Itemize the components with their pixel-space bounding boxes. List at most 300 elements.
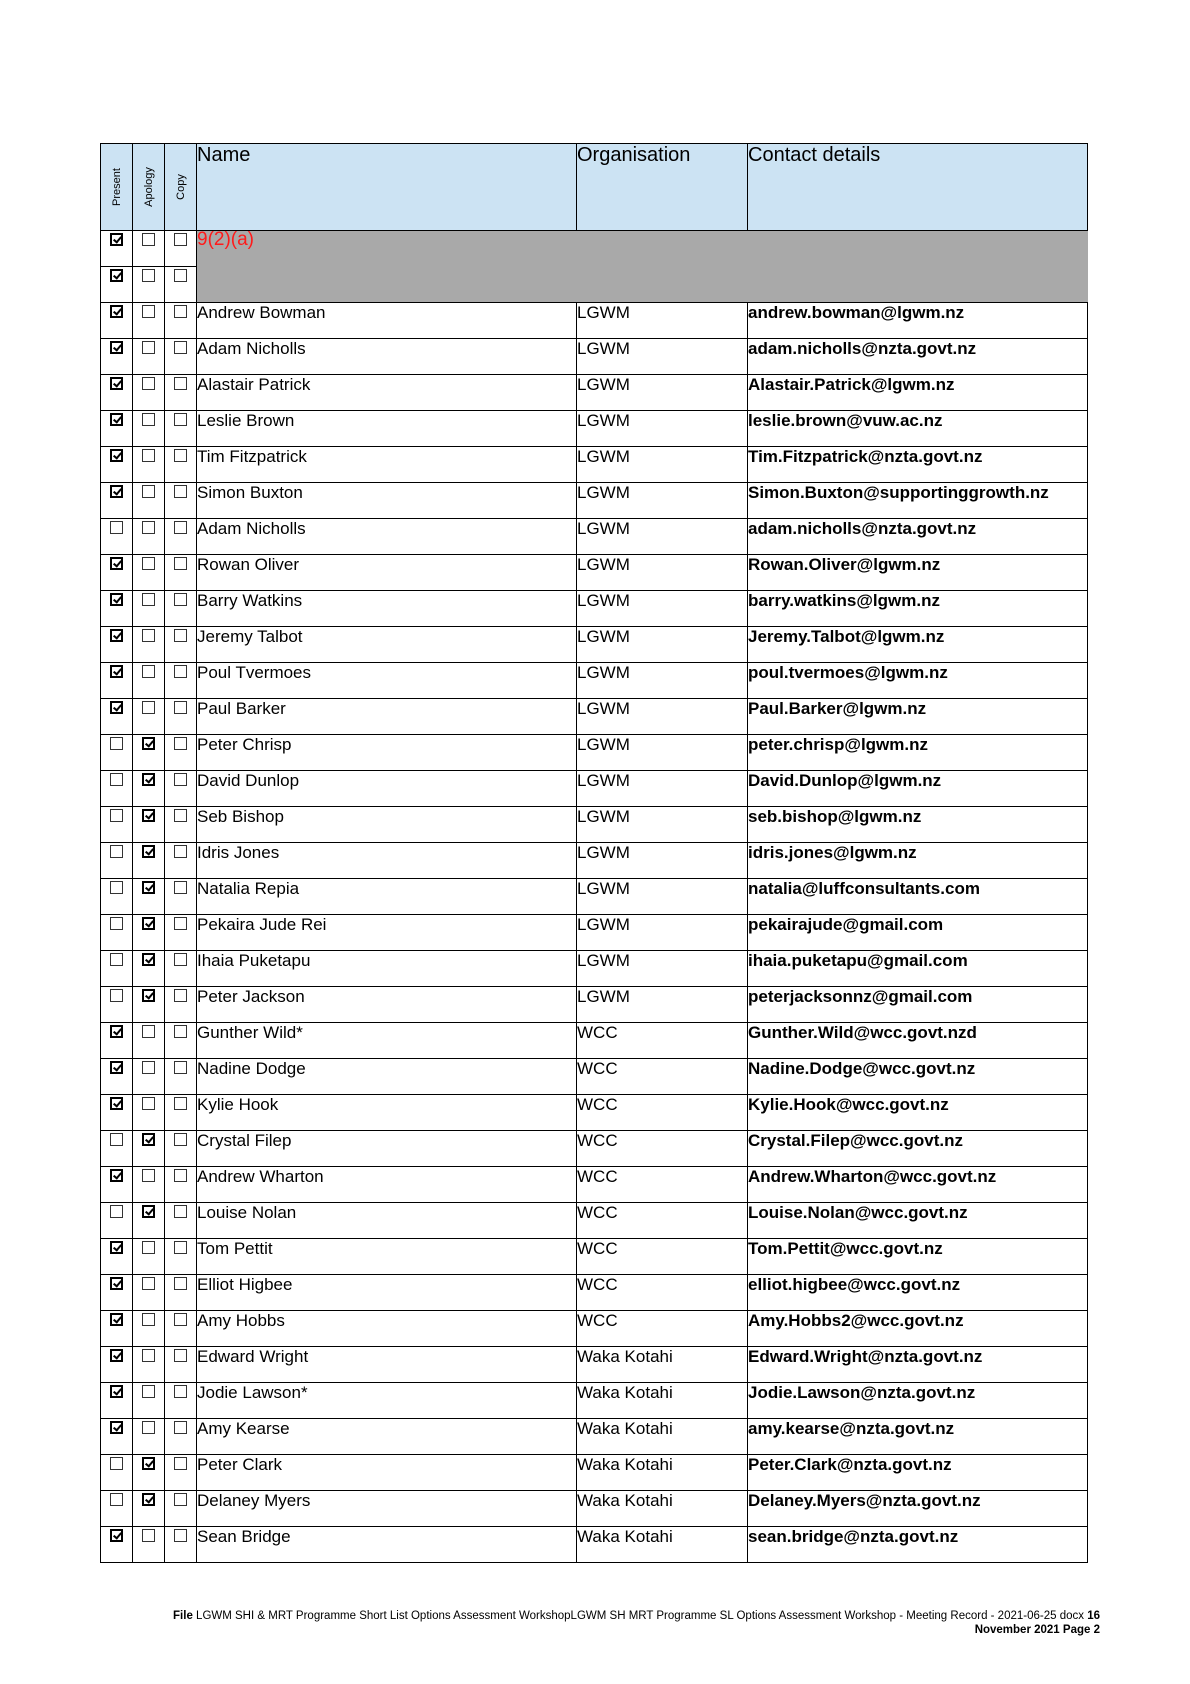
header-name: Name [197,144,577,231]
copy-checkbox[interactable] [174,1097,187,1110]
present-checkbox[interactable] [110,413,123,426]
apology-checkbox[interactable] [142,1133,155,1146]
apology-checkbox[interactable] [142,449,155,462]
apology-cell [133,1383,165,1419]
attendee-name: Edward Wright [197,1347,577,1383]
table-header-row [101,144,1088,231]
present-checkbox[interactable] [110,1349,123,1362]
attendee-organisation: Waka Kotahi [577,1527,748,1563]
copy-cell [165,1059,197,1095]
copy-cell [165,1383,197,1419]
copy-checkbox[interactable] [174,1205,187,1218]
apology-checkbox[interactable] [142,269,155,282]
attendee-organisation: Waka Kotahi [577,1347,748,1383]
footer-page-number: Page 2 [1062,1624,1100,1636]
apology-checkbox[interactable] [142,1313,155,1326]
copy-checkbox[interactable] [174,1133,187,1146]
present-checkbox[interactable] [110,989,123,1002]
table-row [101,1383,1088,1419]
apology-cell [133,339,165,375]
present-cell [101,1311,133,1347]
apology-cell [133,483,165,519]
attendee-email[interactable]: Paul.Barker@lgwm.nz [748,699,1088,735]
table-row [101,1095,1088,1131]
apology-checkbox[interactable] [142,1061,155,1074]
apology-checkbox[interactable] [142,1205,155,1218]
table-row [101,1527,1088,1563]
apology-checkbox[interactable] [142,1529,155,1542]
attendee-email[interactable]: adam.nicholls@nzta.govt.nz [748,339,1088,375]
present-checkbox[interactable] [110,377,123,390]
footer-file-line: File LGWM SHI & MRT Programme Short List Options Assessment WorkshopLGWM SH MRT Programme SL Options Assessment Workshop - Meeting Record - 2021-06-25 docx 16 [173,1610,1100,1622]
present-checkbox[interactable] [110,1205,123,1218]
present-checkbox[interactable] [110,305,123,318]
copy-checkbox[interactable] [174,341,187,354]
header-apology: Apology [133,144,165,231]
apology-checkbox[interactable] [142,989,155,1002]
apology-checkbox[interactable] [142,665,155,678]
present-checkbox[interactable] [110,701,123,714]
attendee-email[interactable]: barry.watkins@lgwm.nz [748,591,1088,627]
present-checkbox[interactable] [110,1493,123,1506]
copy-checkbox[interactable] [174,1169,187,1182]
present-checkbox[interactable] [110,557,123,570]
apology-checkbox[interactable] [142,1169,155,1182]
copy-cell [165,843,197,879]
present-checkbox[interactable] [110,809,123,822]
attendee-name: Sean Bridge [197,1527,577,1563]
attendee-email[interactable]: amy.kearse@nzta.govt.nz [748,1419,1088,1455]
apology-cell [133,879,165,915]
apology-checkbox[interactable] [142,305,155,318]
present-checkbox[interactable] [110,917,123,930]
present-checkbox[interactable] [110,449,123,462]
table-row [101,483,1088,519]
apology-cell [133,591,165,627]
attendee-organisation: LGWM [577,915,748,951]
copy-checkbox[interactable] [174,701,187,714]
apology-checkbox[interactable] [142,701,155,714]
apology-cell [133,735,165,771]
apology-cell [133,1527,165,1563]
present-checkbox[interactable] [110,1529,123,1542]
attendee-organisation: LGWM [577,699,748,735]
present-cell [101,915,133,951]
copy-checkbox[interactable] [174,233,187,246]
copy-checkbox[interactable] [174,809,187,822]
attendee-email[interactable]: sean.bridge@nzta.govt.nz [748,1527,1088,1563]
apology-cell [133,915,165,951]
copy-checkbox[interactable] [174,1277,187,1290]
attendee-email[interactable]: Crystal.Filep@wcc.govt.nz [748,1131,1088,1167]
table-row [101,411,1088,447]
attendee-email[interactable]: Alastair.Patrick@lgwm.nz [748,375,1088,411]
apology-checkbox[interactable] [142,953,155,966]
copy-checkbox[interactable] [174,1313,187,1326]
attendee-email[interactable]: Simon.Buxton@supportinggrowth.nz [748,483,1088,519]
copy-cell [165,699,197,735]
attendee-email[interactable]: peterjacksonnz@gmail.com [748,987,1088,1023]
present-checkbox[interactable] [110,1241,123,1254]
table-row [101,1059,1088,1095]
present-cell [101,699,133,735]
redaction-block [197,231,1088,303]
attendee-organisation: LGWM [577,591,748,627]
attendee-organisation: WCC [577,1095,748,1131]
apology-cell [133,1203,165,1239]
copy-cell [165,231,197,267]
present-checkbox[interactable] [110,1313,123,1326]
apology-cell [133,267,165,303]
present-checkbox[interactable] [110,485,123,498]
apology-checkbox[interactable] [142,1457,155,1470]
copy-checkbox[interactable] [174,737,187,750]
attendee-email[interactable]: andrew.bowman@lgwm.nz [748,303,1088,339]
attendee-email[interactable]: Nadine.Dodge@wcc.govt.nz [748,1059,1088,1095]
table-row [101,339,1088,375]
present-cell [101,483,133,519]
copy-checkbox[interactable] [174,1529,187,1542]
table-row [101,1167,1088,1203]
present-checkbox[interactable] [110,629,123,642]
copy-checkbox[interactable] [174,1421,187,1434]
apology-checkbox[interactable] [142,773,155,786]
copy-cell [165,951,197,987]
copy-cell [165,411,197,447]
copy-checkbox[interactable] [174,989,187,1002]
apology-cell [133,303,165,339]
copy-cell [165,807,197,843]
present-cell [101,951,133,987]
apology-checkbox[interactable] [142,233,155,246]
attendee-name: Adam Nicholls [197,519,577,555]
copy-cell [165,1239,197,1275]
present-cell [101,447,133,483]
apology-checkbox[interactable] [142,1349,155,1362]
copy-checkbox[interactable] [174,377,187,390]
copy-checkbox[interactable] [174,845,187,858]
copy-checkbox[interactable] [174,629,187,642]
copy-checkbox[interactable] [174,485,187,498]
attendee-organisation: WCC [577,1059,748,1095]
attendee-organisation: LGWM [577,483,748,519]
copy-checkbox[interactable] [174,1457,187,1470]
copy-cell [165,519,197,555]
copy-checkbox[interactable] [174,773,187,786]
present-checkbox[interactable] [110,773,123,786]
present-cell [101,627,133,663]
attendee-name: David Dunlop [197,771,577,807]
attendee-organisation: WCC [577,1167,748,1203]
apology-cell [133,231,165,267]
attendee-organisation: LGWM [577,411,748,447]
table-row [101,627,1088,663]
present-checkbox[interactable] [110,1097,123,1110]
copy-cell [165,1275,197,1311]
attendee-name: Poul Tvermoes [197,663,577,699]
apology-checkbox[interactable] [142,1025,155,1038]
present-checkbox[interactable] [110,665,123,678]
apology-checkbox[interactable] [142,1493,155,1506]
attendee-name: Paul Barker [197,699,577,735]
present-cell [101,1419,133,1455]
copy-checkbox[interactable] [174,449,187,462]
present-checkbox[interactable] [110,1457,123,1470]
attendee-name: Jeremy Talbot [197,627,577,663]
present-checkbox[interactable] [110,1385,123,1398]
table-row [101,771,1088,807]
apology-cell [133,1275,165,1311]
apology-checkbox[interactable] [142,809,155,822]
copy-cell [165,1095,197,1131]
footer-date-day: 16 [1087,1610,1100,1622]
present-cell [101,843,133,879]
attendee-email[interactable]: pekairajude@gmail.com [748,915,1088,951]
present-cell [101,879,133,915]
attendee-email[interactable]: Gunther.Wild@wcc.govt.nzd [748,1023,1088,1059]
apology-cell [133,1347,165,1383]
present-checkbox[interactable] [110,1025,123,1038]
present-checkbox[interactable] [110,953,123,966]
attendee-email[interactable]: Kylie.Hook@wcc.govt.nz [748,1095,1088,1131]
attendee-email[interactable]: Delaney.Myers@nzta.govt.nz [748,1491,1088,1527]
table-row [101,303,1088,339]
present-cell [101,1491,133,1527]
attendee-organisation: Waka Kotahi [577,1491,748,1527]
copy-cell [165,483,197,519]
copy-checkbox[interactable] [174,269,187,282]
table-row [101,1023,1088,1059]
attendee-name: Amy Kearse [197,1419,577,1455]
attendee-organisation: LGWM [577,303,748,339]
copy-cell [165,771,197,807]
apology-checkbox[interactable] [142,1241,155,1254]
attendee-name: Rowan Oliver [197,555,577,591]
copy-checkbox[interactable] [174,1061,187,1074]
table-row [101,807,1088,843]
present-cell [101,519,133,555]
attendee-organisation: LGWM [577,447,748,483]
attendee-organisation: WCC [577,1023,748,1059]
attendee-email[interactable]: Rowan.Oliver@lgwm.nz [748,555,1088,591]
apology-checkbox[interactable] [142,377,155,390]
attendee-email[interactable]: poul.tvermoes@lgwm.nz [748,663,1088,699]
attendee-email[interactable]: leslie.brown@vuw.ac.nz [748,411,1088,447]
apology-checkbox[interactable] [142,917,155,930]
present-cell [101,555,133,591]
table-row [101,1491,1088,1527]
attendee-name: Tim Fitzpatrick [197,447,577,483]
attendee-organisation: LGWM [577,951,748,987]
present-checkbox[interactable] [110,1421,123,1434]
copy-checkbox[interactable] [174,881,187,894]
present-cell [101,267,133,303]
redacted-row [101,231,1088,267]
present-cell [101,987,133,1023]
apology-cell [133,771,165,807]
attendee-name: Nadine Dodge [197,1059,577,1095]
attendee-organisation: LGWM [577,663,748,699]
present-checkbox[interactable] [110,1277,123,1290]
attendee-name: Ihaia Puketapu [197,951,577,987]
attendee-name: Andrew Wharton [197,1167,577,1203]
attendee-name: Peter Jackson [197,987,577,1023]
attendee-name: Barry Watkins [197,591,577,627]
present-checkbox[interactable] [110,269,123,282]
attendee-organisation: LGWM [577,555,748,591]
attendee-email[interactable]: Louise.Nolan@wcc.govt.nz [748,1203,1088,1239]
apology-checkbox[interactable] [142,845,155,858]
copy-checkbox[interactable] [174,1385,187,1398]
table-row [101,519,1088,555]
apology-cell [133,1455,165,1491]
present-cell [101,303,133,339]
present-checkbox[interactable] [110,737,123,750]
attendee-name: Amy Hobbs [197,1311,577,1347]
present-cell [101,591,133,627]
copy-cell [165,1023,197,1059]
apology-checkbox[interactable] [142,1421,155,1434]
attendee-email[interactable]: Jodie.Lawson@nzta.govt.nz [748,1383,1088,1419]
present-cell [101,1131,133,1167]
attendee-organisation: LGWM [577,339,748,375]
copy-cell [165,1167,197,1203]
attendee-email[interactable]: ihaia.puketapu@gmail.com [748,951,1088,987]
copy-checkbox[interactable] [174,1241,187,1254]
present-cell [101,1167,133,1203]
present-checkbox[interactable] [110,845,123,858]
copy-checkbox[interactable] [174,593,187,606]
apology-checkbox[interactable] [142,737,155,750]
apology-checkbox[interactable] [142,881,155,894]
attendee-email[interactable]: Amy.Hobbs2@wcc.govt.nz [748,1311,1088,1347]
attendee-name: Andrew Bowman [197,303,577,339]
apology-checkbox[interactable] [142,1385,155,1398]
attendee-email[interactable]: adam.nicholls@nzta.govt.nz [748,519,1088,555]
attendee-organisation: WCC [577,1203,748,1239]
attendee-email[interactable]: Peter.Clark@nzta.govt.nz [748,1455,1088,1491]
copy-checkbox[interactable] [174,665,187,678]
present-cell [101,1383,133,1419]
attendee-email[interactable]: seb.bishop@lgwm.nz [748,807,1088,843]
copy-cell [165,267,197,303]
apology-cell [133,807,165,843]
copy-checkbox[interactable] [174,557,187,570]
attendee-email[interactable]: Tim.Fitzpatrick@nzta.govt.nz [748,447,1088,483]
present-checkbox[interactable] [110,1061,123,1074]
apology-checkbox[interactable] [142,557,155,570]
attendee-name: Alastair Patrick [197,375,577,411]
copy-cell [165,1347,197,1383]
copy-checkbox[interactable] [174,1493,187,1506]
attendee-email[interactable]: Edward.Wright@nzta.govt.nz [748,1347,1088,1383]
attendee-email[interactable]: Jeremy.Talbot@lgwm.nz [748,627,1088,663]
apology-cell [133,375,165,411]
present-cell [101,231,133,267]
attendee-name: Idris Jones [197,843,577,879]
attendee-email[interactable]: elliot.higbee@wcc.govt.nz [748,1275,1088,1311]
copy-checkbox[interactable] [174,953,187,966]
copy-cell [165,735,197,771]
apology-checkbox[interactable] [142,629,155,642]
present-cell [101,663,133,699]
apology-cell [133,1059,165,1095]
apology-cell [133,1311,165,1347]
copy-cell [165,1491,197,1527]
present-cell [101,375,133,411]
apology-cell [133,627,165,663]
copy-checkbox[interactable] [174,521,187,534]
attendee-name: Pekaira Jude Rei [197,915,577,951]
attendee-name: Kylie Hook [197,1095,577,1131]
apology-cell [133,663,165,699]
copy-checkbox[interactable] [174,917,187,930]
table-row [101,1455,1088,1491]
apology-cell [133,843,165,879]
present-cell [101,1059,133,1095]
attendee-email[interactable]: idris.jones@lgwm.nz [748,843,1088,879]
apology-checkbox[interactable] [142,413,155,426]
copy-cell [165,339,197,375]
table-row [101,843,1088,879]
table-row [101,987,1088,1023]
present-checkbox[interactable] [110,521,123,534]
attendee-name: Leslie Brown [197,411,577,447]
apology-checkbox[interactable] [142,1097,155,1110]
table-row [101,951,1088,987]
attendee-name: Seb Bishop [197,807,577,843]
attendee-email[interactable]: natalia@luffconsultants.com [748,879,1088,915]
apology-checkbox[interactable] [142,485,155,498]
copy-checkbox[interactable] [174,1025,187,1038]
apology-checkbox[interactable] [142,1277,155,1290]
copy-cell [165,375,197,411]
apology-cell [133,519,165,555]
copy-checkbox[interactable] [174,413,187,426]
present-checkbox[interactable] [110,1133,123,1146]
present-cell [101,411,133,447]
apology-cell [133,987,165,1023]
attendee-email[interactable]: David.Dunlop@lgwm.nz [748,771,1088,807]
present-checkbox[interactable] [110,341,123,354]
copy-cell [165,1203,197,1239]
present-checkbox[interactable] [110,1169,123,1182]
attendee-email[interactable]: peter.chrisp@lgwm.nz [748,735,1088,771]
apology-checkbox[interactable] [142,341,155,354]
copy-cell [165,591,197,627]
footer-date-line [975,1624,1100,1636]
attendee-email[interactable]: Tom.Pettit@wcc.govt.nz [748,1239,1088,1275]
present-checkbox[interactable] [110,881,123,894]
attendee-email[interactable]: Andrew.Wharton@wcc.govt.nz [748,1167,1088,1203]
apology-checkbox[interactable] [142,593,155,606]
present-cell [101,1347,133,1383]
table-row [101,1347,1088,1383]
footer-file-name: LGWM SHI & MRT Programme Short List Options Assessment WorkshopLGWM SH MRT Programme SL Options Assessment Workshop - Meeting Record - 2021-06-25 docx [196,1610,1084,1622]
apology-cell [133,555,165,591]
table-row [101,735,1088,771]
apology-cell [133,1491,165,1527]
apology-checkbox[interactable] [142,521,155,534]
present-checkbox[interactable] [110,233,123,246]
table-row [101,375,1088,411]
copy-checkbox[interactable] [174,305,187,318]
copy-checkbox[interactable] [174,1349,187,1362]
attendee-name: Jodie Lawson* [197,1383,577,1419]
present-checkbox[interactable] [110,593,123,606]
attendee-organisation: WCC [577,1239,748,1275]
redaction-label: 9(2)(a) [197,229,255,250]
